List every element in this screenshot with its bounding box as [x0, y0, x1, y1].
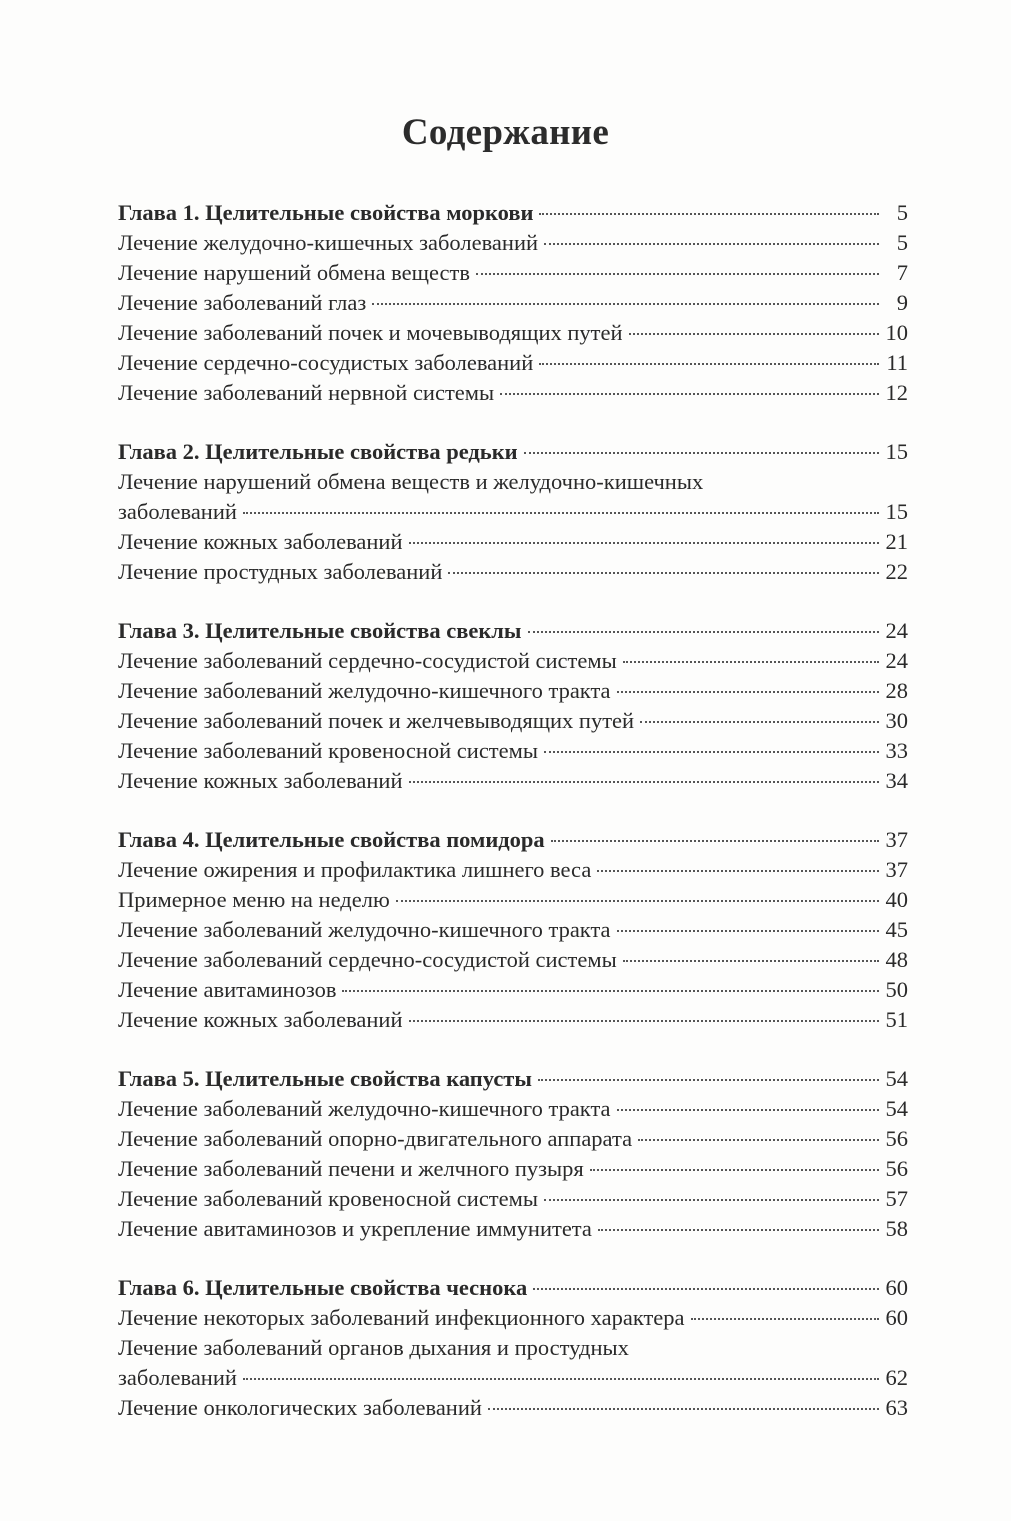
page-number: 45	[885, 917, 908, 942]
page-number: 33	[885, 738, 908, 763]
page-number: 5	[896, 200, 908, 225]
page-number: 60	[885, 1275, 908, 1300]
page-number: 15	[885, 499, 908, 524]
entry-title: Лечение заболеваний почек и мочевыводящих путей	[118, 320, 623, 345]
toc-entry[interactable]	[118, 1393, 908, 1423]
entry-title: Лечение нарушений обмена веществ	[118, 260, 470, 285]
toc-entry[interactable]	[118, 1303, 908, 1333]
entry-title: Лечение онкологических заболеваний	[118, 1395, 482, 1420]
page-number: 22	[885, 559, 908, 584]
dot-leader	[544, 751, 879, 753]
entry-title: Лечение простудных заболеваний	[118, 559, 443, 584]
page-number: 15	[885, 439, 908, 464]
entry-title: Лечение кожных заболеваний	[118, 529, 403, 554]
toc-entry[interactable]	[118, 348, 908, 378]
dot-leader	[638, 1139, 879, 1141]
entry-title: Лечение заболеваний сердечно-сосудистой системы	[118, 947, 617, 972]
page-number: 51	[885, 1007, 908, 1032]
entry-title: Лечение заболеваний опорно-двигательного аппарата	[118, 1126, 633, 1151]
page-number: 5	[896, 230, 908, 255]
page-title: Содержание	[401, 111, 610, 153]
entry-title: заболеваний	[118, 499, 237, 524]
dot-leader	[538, 1079, 879, 1081]
page-number: 37	[885, 827, 908, 852]
dot-leader	[342, 990, 879, 992]
dot-leader	[597, 870, 879, 872]
page-number: 9	[896, 290, 908, 315]
toc-entry[interactable]	[118, 855, 908, 885]
toc-entry[interactable]	[118, 736, 908, 766]
chapter-title: Глава 2. Целительные свойства редьки	[118, 439, 518, 464]
dot-leader	[448, 572, 879, 574]
page-number: 21	[885, 529, 908, 554]
toc-entry[interactable]	[118, 228, 908, 258]
page-number: 28	[885, 678, 908, 703]
table-of-contents	[118, 198, 908, 1452]
page-number: 24	[885, 618, 908, 643]
entry-title: Лечение сердечно-сосудистых заболеваний	[118, 350, 534, 375]
chapter-title: Глава 1. Целительные свойства моркови	[118, 200, 534, 225]
toc-entry[interactable]	[118, 646, 908, 676]
dot-leader	[528, 631, 880, 633]
toc-entry[interactable]	[118, 497, 908, 527]
chapter-title: Глава 6. Целительные свойства чеснока	[118, 1275, 528, 1300]
entry-title: Лечение заболеваний почек и желчевыводящих путей	[118, 708, 635, 733]
dot-leader	[629, 333, 879, 335]
dot-leader	[243, 1378, 879, 1380]
chapter-heading[interactable]	[118, 198, 908, 228]
dot-leader	[524, 452, 879, 454]
chapter-heading[interactable]	[118, 1273, 908, 1303]
page-number: 40	[885, 887, 908, 912]
page-number: 54	[885, 1066, 908, 1091]
toc-entry[interactable]	[118, 258, 908, 288]
page-number: 57	[885, 1186, 908, 1211]
chapter-6	[118, 1273, 908, 1423]
toc-entry[interactable]	[118, 706, 908, 736]
toc-entry[interactable]	[118, 318, 908, 348]
entry-title: Лечение авитаминозов	[118, 977, 337, 1002]
page-number: 56	[885, 1126, 908, 1151]
toc-entry[interactable]	[118, 1005, 908, 1035]
page-number: 24	[885, 648, 908, 673]
dot-leader	[396, 900, 879, 902]
entry-title: Лечение заболеваний желудочно-кишечного тракта	[118, 1096, 611, 1121]
entry-title: Лечение кожных заболеваний	[118, 1007, 403, 1032]
entry-title: Лечение заболеваний кровеносной системы	[118, 738, 538, 763]
toc-entry[interactable]	[118, 945, 908, 975]
toc-entry[interactable]	[118, 1124, 908, 1154]
dot-leader	[488, 1408, 879, 1410]
toc-entry[interactable]	[118, 766, 908, 796]
entry-title: Лечение кожных заболеваний	[118, 768, 403, 793]
toc-entry[interactable]	[118, 975, 908, 1005]
page-number: 37	[885, 857, 908, 882]
page-number: 30	[885, 708, 908, 733]
dot-leader	[590, 1169, 879, 1171]
entry-title: Лечение авитаминозов и укрепление иммунитета	[118, 1216, 592, 1241]
page-number: 56	[885, 1156, 908, 1181]
chapter-heading[interactable]	[118, 616, 908, 646]
entry-title: Лечение заболеваний глаз	[118, 290, 367, 315]
dot-leader	[476, 273, 879, 275]
page-number: 48	[885, 947, 908, 972]
dot-leader	[544, 243, 879, 245]
page-number: 58	[885, 1216, 908, 1241]
dot-leader	[691, 1318, 879, 1320]
dot-leader	[372, 303, 879, 305]
entry-title: заболеваний	[118, 1365, 237, 1390]
toc-entry[interactable]	[118, 1184, 908, 1214]
toc-entry[interactable]	[118, 378, 908, 408]
entry-title: Примерное меню на неделю	[118, 887, 390, 912]
toc-entry[interactable]	[118, 676, 908, 706]
chapter-heading[interactable]	[118, 437, 908, 467]
chapter-title: Глава 5. Целительные свойства капусты	[118, 1066, 532, 1091]
entry-title: Лечение заболеваний нервной системы	[118, 380, 495, 405]
dot-leader	[617, 691, 879, 693]
page-number: 62	[885, 1365, 908, 1390]
dot-leader	[617, 1109, 879, 1111]
dot-leader	[544, 1199, 879, 1201]
dot-leader	[409, 542, 879, 544]
entry-title: Лечение заболеваний кровеносной системы	[118, 1186, 538, 1211]
chapter-title: Глава 4. Целительные свойства помидора	[118, 827, 545, 852]
page-number: 34	[885, 768, 908, 793]
chapter-4	[118, 825, 908, 1035]
toc-entry-line-1[interactable]	[118, 467, 908, 497]
chapter-3	[118, 616, 908, 796]
chapter-heading[interactable]	[118, 1064, 908, 1094]
entry-title: Лечение некоторых заболеваний инфекционного характера	[118, 1305, 685, 1330]
dot-leader	[243, 512, 879, 514]
page-number: 54	[885, 1096, 908, 1121]
page-number: 11	[886, 350, 908, 375]
page-number: 7	[896, 260, 908, 285]
page-number: 50	[885, 977, 908, 1002]
dot-leader	[598, 1229, 879, 1231]
toc-entry[interactable]	[118, 1154, 908, 1184]
dot-leader	[617, 930, 879, 932]
page-number: 10	[885, 320, 908, 345]
chapter-heading[interactable]	[118, 825, 908, 855]
page-number: 63	[885, 1395, 908, 1420]
dot-leader	[409, 781, 879, 783]
toc-entry-line-1[interactable]	[118, 1333, 908, 1363]
toc-entry[interactable]	[118, 527, 908, 557]
dot-leader	[500, 393, 879, 395]
entry-title: Лечение заболеваний желудочно-кишечного тракта	[118, 678, 611, 703]
dot-leader	[640, 721, 879, 723]
entry-title: Лечение заболеваний желудочно-кишечного тракта	[118, 917, 611, 942]
dot-leader	[409, 1020, 879, 1022]
entry-title-line-1: Лечение заболеваний органов дыхания и простудных	[118, 1335, 629, 1360]
dot-leader	[623, 960, 879, 962]
page-number: 60	[885, 1305, 908, 1330]
toc-entry[interactable]	[118, 557, 908, 587]
toc-entry[interactable]	[118, 885, 908, 915]
toc-entry[interactable]	[118, 915, 908, 945]
entry-title: Лечение ожирения и профилактика лишнего веса	[118, 857, 592, 882]
chapter-1	[118, 198, 908, 408]
chapter-5	[118, 1064, 908, 1244]
entry-title: Лечение желудочно-кишечных заболеваний	[118, 230, 539, 255]
dot-leader	[539, 213, 879, 215]
dot-leader	[551, 840, 879, 842]
toc-entry[interactable]	[118, 288, 908, 318]
dot-leader	[533, 1288, 879, 1290]
toc-entry[interactable]	[118, 1363, 908, 1393]
dot-leader	[539, 363, 879, 365]
chapter-2	[118, 437, 908, 587]
toc-entry[interactable]	[118, 1214, 908, 1244]
chapter-title: Глава 3. Целительные свойства свеклы	[118, 618, 522, 643]
toc-entry[interactable]	[118, 1094, 908, 1124]
entry-title-line-1: Лечение нарушений обмена веществ и желудочно-кишечных	[118, 469, 704, 494]
page-number: 12	[885, 380, 908, 405]
entry-title: Лечение заболеваний печени и желчного пузыря	[118, 1156, 584, 1181]
entry-title: Лечение заболеваний сердечно-сосудистой системы	[118, 648, 617, 673]
dot-leader	[623, 661, 879, 663]
